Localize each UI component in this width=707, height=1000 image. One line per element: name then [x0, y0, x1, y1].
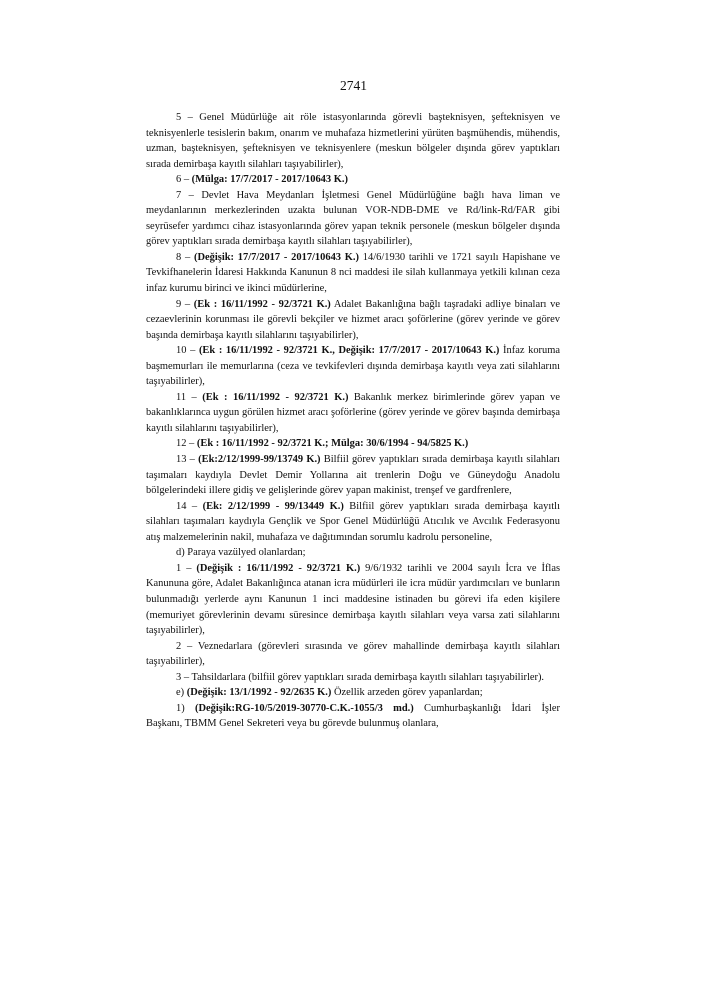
amendment-note: (Ek : 16/11/1992 - 92/3721 K.) — [202, 391, 349, 403]
paragraph-lead: 10 – — [176, 345, 199, 357]
document-body — [146, 110, 560, 732]
paragraph — [146, 561, 560, 639]
amendment-note: (Değişik: 13/1/1992 - 92/2635 K.) — [186, 687, 332, 699]
paragraph-lead: 1 – — [176, 562, 197, 574]
paragraph — [146, 685, 560, 701]
paragraph — [146, 452, 560, 499]
paragraph — [146, 545, 560, 561]
paragraph — [146, 639, 560, 670]
paragraph — [146, 390, 560, 437]
paragraph — [146, 172, 560, 188]
paragraph-text: 2 – Veznedarlara (görevleri sırasında ve görev mahallinde demirbaşa kayıtlı silahları taşıyabilirler), — [146, 640, 560, 668]
paragraph-text: Bilfiil görev yaptıkları sırada demirbaşa kayıtlı silahları taşımaları kaydıyla Gençlik ve Spor Genel Müdürlüğü Atıcılık ve Avcılık Federasyonu atış malzemelerinin nakil, muhafaza ve dağıtımından sorumlu kadrolu personeline, — [146, 500, 560, 543]
paragraph-lead: 6 – — [176, 174, 192, 186]
paragraph-text: 7 – Devlet Hava Meydanları İşletmesi Genel Müdürlüğüne bağlı hava liman ve meydanlarının merkezlerinden uzakta bulunan VOR-NDB-DME ve Rd/link-Rd/FAR gibi seyrüsefer yardımcı cihaz istasyonlarında görev yapan teknik personele (meskun bölgeler dışında görev yaptıkları sırada demirbaşa kayıtlı silahları taşıyabilirler), — [146, 189, 560, 248]
paragraph-text: d) Paraya vazülyed olanlardan; — [176, 547, 306, 559]
paragraph — [146, 343, 560, 390]
amendment-note: (Değişik : 16/11/1992 - 92/3721 K.) — [196, 562, 361, 574]
paragraph-text: 5 – Genel Müdürlüğe ait röle istasyonlarında görevli başteknisyen, şefteknisyen ve teknisyenlerle tesislerin bakım, onarım ve muhafaza hizmetlerini yürüten başmühendis, mühendis, uzman, başteknisyen, şefteknisyen ve teknisyenlere (meskun bölgeler dışında görev yaptıkları sırada demirbaşa kayıtlı silahları taşıyabilirler), — [146, 112, 560, 170]
page-number: 2741 — [340, 78, 367, 93]
amendment-note: (Ek : 16/11/1992 - 92/3721 K.) — [193, 298, 331, 310]
paragraph-lead: 14 – — [176, 500, 203, 512]
paragraph-text: Cumhurbaşkanlığı İdari İşler Başkanı, TBMM Genel Sekreteri veya bu görevde bulunmuş olanlara, — [146, 702, 560, 730]
paragraph — [146, 110, 560, 172]
paragraph-lead: e) — [176, 687, 187, 699]
paragraph-text: 3 – Tahsildarlara (bilfiil görev yaptıkları sırada demirbaşa kayıtlı silahları taşıyabilirler). — [176, 671, 545, 683]
paragraph-text: Bakanlık merkez birimlerinde görev yapan ve bakanlıklarınca uygun görülen hizmet aracı şoförlerine (görev yerinde ve görev başında demirbaşa kayıtlı silahlarını taşıyabilirler), — [146, 391, 560, 434]
paragraph — [146, 499, 560, 546]
paragraph-text: Adalet Bakanlığına bağlı taşradaki adliye binaları ve cezaevlerinin korunması ile görevli bekçiler ve hizmet aracı şoförlerine (görev yerinde ve görev başında demirbaşa kayıtlı silahlarını taşıyabilirler), — [146, 298, 560, 341]
paragraph-lead: 12 – — [176, 438, 197, 450]
amendment-note: (Ek : 16/11/1992 - 92/3721 K., Değişik: 17/7/2017 - 2017/10643 K.) — [198, 345, 500, 357]
amendment-note: (Ek:2/12/1999-99/13749 K.) — [198, 454, 321, 466]
paragraph — [146, 701, 560, 732]
paragraph — [146, 250, 560, 297]
paragraph-lead: 9 – — [176, 298, 194, 310]
amendment-note: (Ek : 16/11/1992 - 92/3721 K.; Mülga: 30/6/1994 - 94/5825 K.) — [196, 438, 469, 450]
amendment-note: (Değişik:RG-10/5/2019-30770-C.K.-1055/3 md.) — [195, 702, 414, 714]
paragraph-text: İnfaz koruma başmemurları ile memurlarına (ceza ve tevkifevleri dışında demirbaşa kayıtlı veya zati silahlarını taşıyabilirler), — [146, 345, 560, 388]
paragraph-lead: 1) — [176, 702, 195, 714]
paragraph-text: 14/6/1930 tarihli ve 1721 sayılı Hapishane ve Tevkifhanelerin İdaresi Hakkında Kanunun 8 nci maddesi ile silah kullanmaya yetkili kılınan ceza infaz kurumu birinci ve ikinci müdürlerine, — [146, 251, 560, 295]
paragraph-lead: 11 – — [176, 391, 203, 403]
paragraph-lead: 13 – — [176, 454, 199, 466]
paragraph — [146, 297, 560, 344]
paragraph-lead: 8 – — [176, 251, 194, 263]
paragraph-text: Bilfiil görev yaptıkları sırada demirbaşa kayıtlı silahları taşımaları kaydıyla Devlet Demir Yollarına ait trenlerin Doğu ve Güneydoğu Anadolu bölgelerindeki illere gidiş ve gelişlerinde görev yapan makinist, trenşef ve gardfrenlere, — [146, 454, 561, 497]
amendment-note: (Değişik: 17/7/2017 - 2017/10643 K.) — [194, 251, 360, 263]
amendment-note: (Mülga: 17/7/2017 - 2017/10643 K.) — [191, 174, 348, 186]
amendment-note: (Ek: 2/12/1999 - 99/13449 K.) — [202, 500, 344, 512]
paragraph-text: 9/6/1932 tarihli ve 2004 sayılı İcra ve İflas Kanununa göre, Adalet Bakanlığınca atanan icra müdürleri ile icra müdür yardımcıları ve bunların bulunmadığı yerlerde aynı Kanunun 1 inci maddesine istinaden bu görevi ifa eden kişilere (memuriyet görevlerinin devamı süresince demirbaşa kayıtlı silahları veya varsa zati silahlarını taşıyabilirler), — [146, 562, 561, 637]
paragraph-text: Özellik arzeden görev yapanlardan; — [331, 687, 483, 699]
paragraph — [146, 670, 560, 686]
paragraph — [146, 188, 560, 250]
paragraph — [146, 436, 560, 452]
